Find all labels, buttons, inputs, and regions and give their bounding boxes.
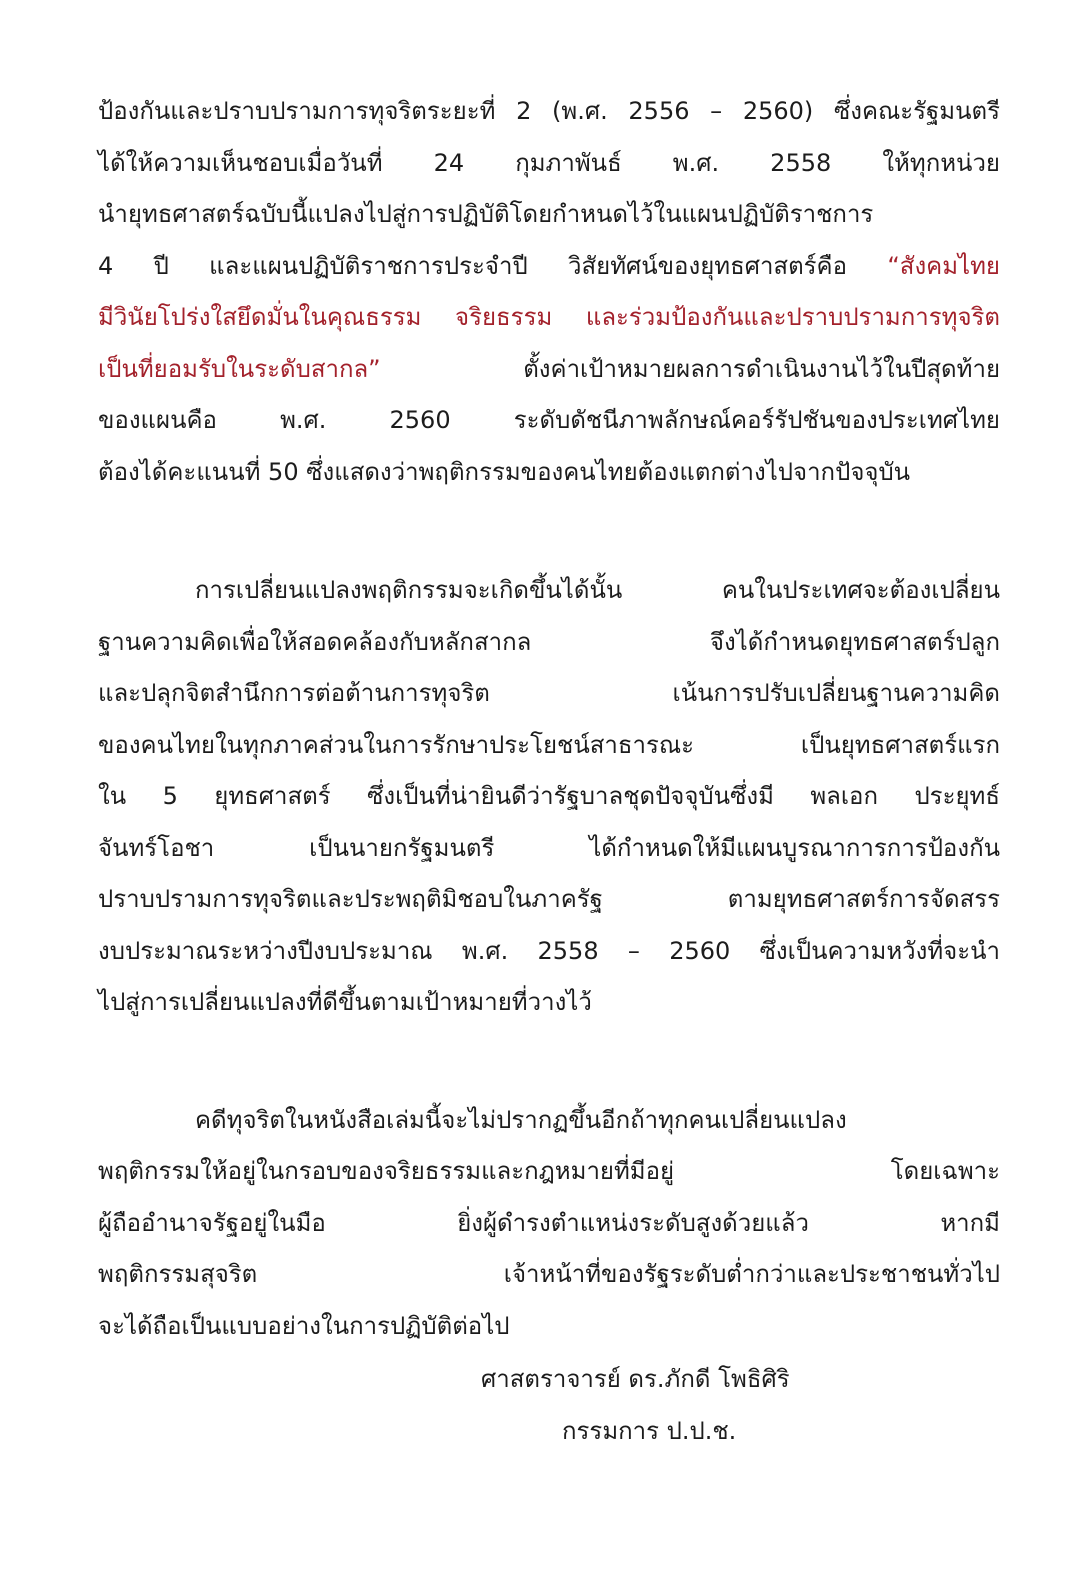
paragraph-2-line-5: ใน 5 ยุทธศาสตร์ ซึ่งเป็นที่น่ายินดีว่ารัฐบาลชุดปัจจุบันซึ่งมี พลเอก ประยุทธ์ [98,782,1000,810]
paragraph-2-line-2: ฐานความคิดเพื่อให้สอดคล้องกับหลักสากล จึงได้กำหนดยุทธศาสตร์ปลูก [98,627,1000,656]
paragraph-1 [98,86,1000,498]
paragraph-1-line-4: 4 ปี และแผนปฏิบัติราชการประจำปี วิสัยทัศน์ของยุทธศาสตร์คือ “สังคมไทย [98,251,1000,280]
paragraph-1-line-3: นำยุทธศาสตร์ฉบับนี้แปลงไปสู่การปฏิบัติโดยกำหนดไว้ในแผนปฏิบัติราชการ [98,200,874,228]
signature-title: กรรมการ ป.ป.ช. [562,1417,737,1445]
paragraph-2-line-3: และปลุกจิตสำนึกการต่อต้านการทุจริต เน้นการปรับเปลี่ยนฐานความคิด [98,679,1000,707]
paragraph-1-line-8: ต้องได้คะแนนที่ 50 ซึ่งแสดงว่าพฤติกรรมของคนไทยต้องแตกต่างไปจากปัจจุบัน [98,457,911,486]
paragraph-1-line-1: ป้องกันและปราบปรามการทุจริตระยะที่ 2 (พ.ศ. 2556 – 2560) ซึ่งคณะรัฐมนตรี [98,97,1000,125]
paragraph-3-line-3: ผู้ถืออำนาจรัฐอยู่ในมือ ยิ่งผู้ดำรงตำแหน่งระดับสูงด้วยแล้ว หากมี [98,1208,1000,1237]
signature-name: ศาสตราจารย์ ดร.ภักดี โพธิศิริ [481,1365,790,1393]
paragraph-3-line-2: พฤติกรรมให้อยู่ในกรอบของจริยธรรมและกฎหมายที่มีอยู่ โดยเฉพาะ [98,1157,1000,1185]
paragraph-2-line-8: งบประมาณระหว่างปีงบประมาณ พ.ศ. 2558 – 2560 ซึ่งเป็นความหวังที่จะนำ [98,936,1000,965]
paragraph-3-line-4: พฤติกรรมสุจริต เจ้าหน้าที่ของรัฐระดับต่ำกว่าและประชาชนทั่วไป [98,1260,1000,1288]
paragraph-1-line-7: ของแผนคือ พ.ศ. 2560 ระดับดัชนีภาพลักษณ์คอร์รัปชันของประเทศไทย [98,406,1000,434]
paragraph-3-line-5: จะได้ถือเป็นแบบอย่างในการปฏิบัติต่อไป [98,1311,510,1340]
paragraph-2-line-6: จันทร์โอชา เป็นนายกรัฐมนตรี ได้กำหนดให้มีแผนบูรณาการการป้องกัน [98,833,1000,862]
paragraph-2-line-9: ไปสู่การเปลี่ยนแปลงที่ดีขึ้นตามเป้าหมายที่วางไว้ [98,988,592,1016]
paragraph-2-line-1: การเปลี่ยนแปลงพฤติกรรมจะเกิดขึ้นได้นั้น คนในประเทศจะต้องเปลี่ยน [195,576,1000,604]
vision-quote-end: เป็นที่ยอมรับในระดับสากล” [98,354,381,383]
paragraph-2-line-4: ของคนไทยในทุกภาคส่วนในการรักษาประโยชน์สาธารณะ เป็นยุทธศาสตร์แรก [98,730,1000,759]
document-body [98,86,1000,1352]
paragraph-1-line-6: เป็นที่ยอมรับในระดับสากล” ตั้งค่าเป้าหมายผลการดำเนินงานไว้ในปีสุดท้าย [98,354,1000,383]
paragraph-2-line-7: ปราบปรามการทุจริตและประพฤติมิชอบในภาครัฐ ตามยุทธศาสตร์การจัดสรร [98,885,1000,913]
vision-quote-start: “สังคมไทย [887,251,1000,280]
paragraph-1-line-2: ได้ให้ความเห็นชอบเมื่อวันที่ 24 กุมภาพันธ์ พ.ศ. 2558 ให้ทุกหน่วย [98,148,1000,177]
paragraph-3 [98,1095,1000,1353]
paragraph-3-line-1: คดีทุจริตในหนังสือเล่มนี้จะไม่ปรากฏขึ้นอีกถ้าทุกคนเปลี่ยนแปลง [195,1105,847,1134]
paragraph-2 [98,565,1000,1029]
paragraph-1-line-5 [98,292,1000,344]
vision-quote-middle: มีวินัยโปร่งใสยึดมั่นในคุณธรรม จริยธรรม และร่วมป้องกันและปราบปรามการทุจริต [98,303,1000,331]
